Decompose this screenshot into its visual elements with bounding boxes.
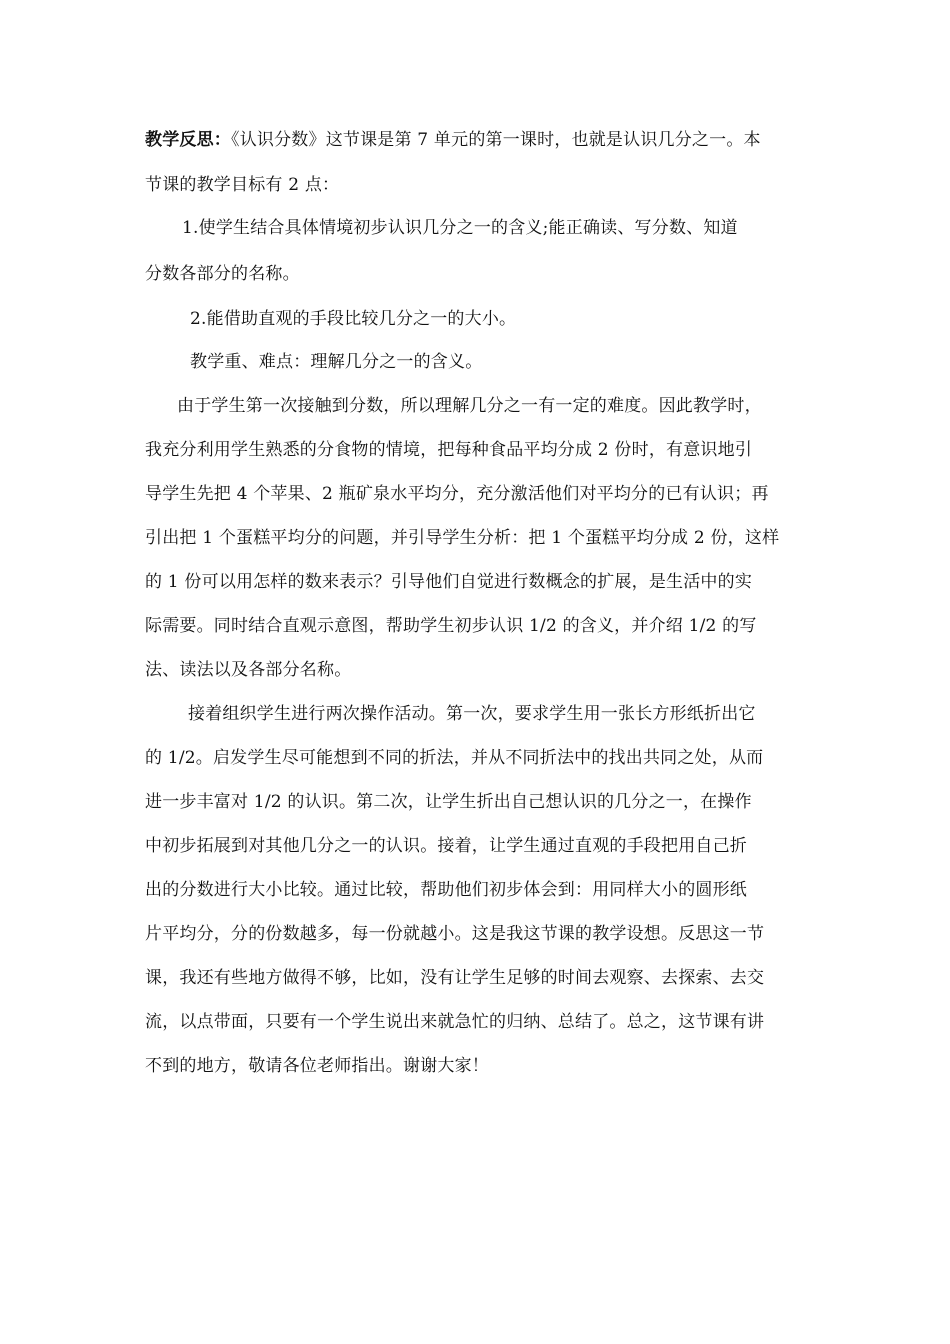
text-line-22: 不到的地方，敬请各位老师指出。谢谢大家！	[145, 1056, 489, 1076]
text-line-4: 分数各部分的名称。	[145, 264, 300, 284]
reflection-label: 教学反思：	[145, 130, 231, 150]
text-line-5: 2.能借助直观的手段比较几分之一的大小。	[190, 309, 517, 329]
text-line-20: 课，我还有些地方做得不够，比如，没有让学生足够的时间去观察、去探索、去交	[145, 968, 765, 988]
text-line-9: 导学生先把 4 个苹果、2 瓶矿泉水平均分，充分激活他们对平均分的已有认识；再	[145, 484, 769, 504]
text-line-18: 出的分数进行大小比较。通过比较，帮助他们初步体会到：用同样大小的圆形纸	[145, 880, 747, 900]
text-line-17: 中初步拓展到对其他几分之一的认识。接着，让学生通过直观的手段把用自己折	[145, 836, 747, 856]
text-line-6: 教学重、难点：理解几分之一的含义。	[190, 352, 483, 372]
text-line-21: 流，以点带面，只要有一个学生说出来就急忙的归纳、总结了。总之，这节课有讲	[145, 1012, 765, 1032]
text-line-14: 接着组织学生进行两次操作活动。第一次，要求学生用一张长方形纸折出它	[188, 704, 756, 724]
text-line-1	[145, 129, 761, 151]
text-line-7: 由于学生第一次接触到分数，所以理解几分之一有一定的难度。因此教学时，	[177, 396, 762, 416]
text-line-15: 的 1/2。启发学生尽可能想到不同的折法，并从不同折法中的找出共同之处，从而	[145, 748, 764, 768]
text-line-1-rest: 《认识分数》这节课是第 7 单元的第一课时，也就是认识几分之一。本	[231, 130, 761, 150]
text-line-3: 1.使学生结合具体情境初步认识几分之一的含义;能正确读、写分数、知道	[182, 218, 738, 238]
text-line-19: 片平均分，分的份数越多，每一份就越小。这是我这节课的教学设想。反思这一节	[145, 924, 765, 944]
text-line-12: 际需要。同时结合直观示意图，帮助学生初步认识 1/2 的含义，并介绍 1/2 的写	[145, 616, 757, 636]
text-line-11: 的 1 份可以用怎样的数来表示？引导他们自觉进行数概念的扩展，是生活中的实	[145, 572, 753, 592]
text-line-13: 法、读法以及各部分名称。	[145, 660, 352, 680]
text-line-10: 引出把 1 个蛋糕平均分的问题，并引导学生分析：把 1 个蛋糕平均分成 2 份，这样	[145, 528, 780, 548]
text-line-2: 节课的教学目标有 2 点：	[145, 175, 340, 195]
text-line-8: 我充分利用学生熟悉的分食物的情境，把每种食品平均分成 2 份时，有意识地引	[145, 440, 753, 460]
text-line-16: 进一步丰富对 1/2 的认识。第二次，让学生折出自己想认识的几分之一，在操作	[145, 792, 752, 812]
